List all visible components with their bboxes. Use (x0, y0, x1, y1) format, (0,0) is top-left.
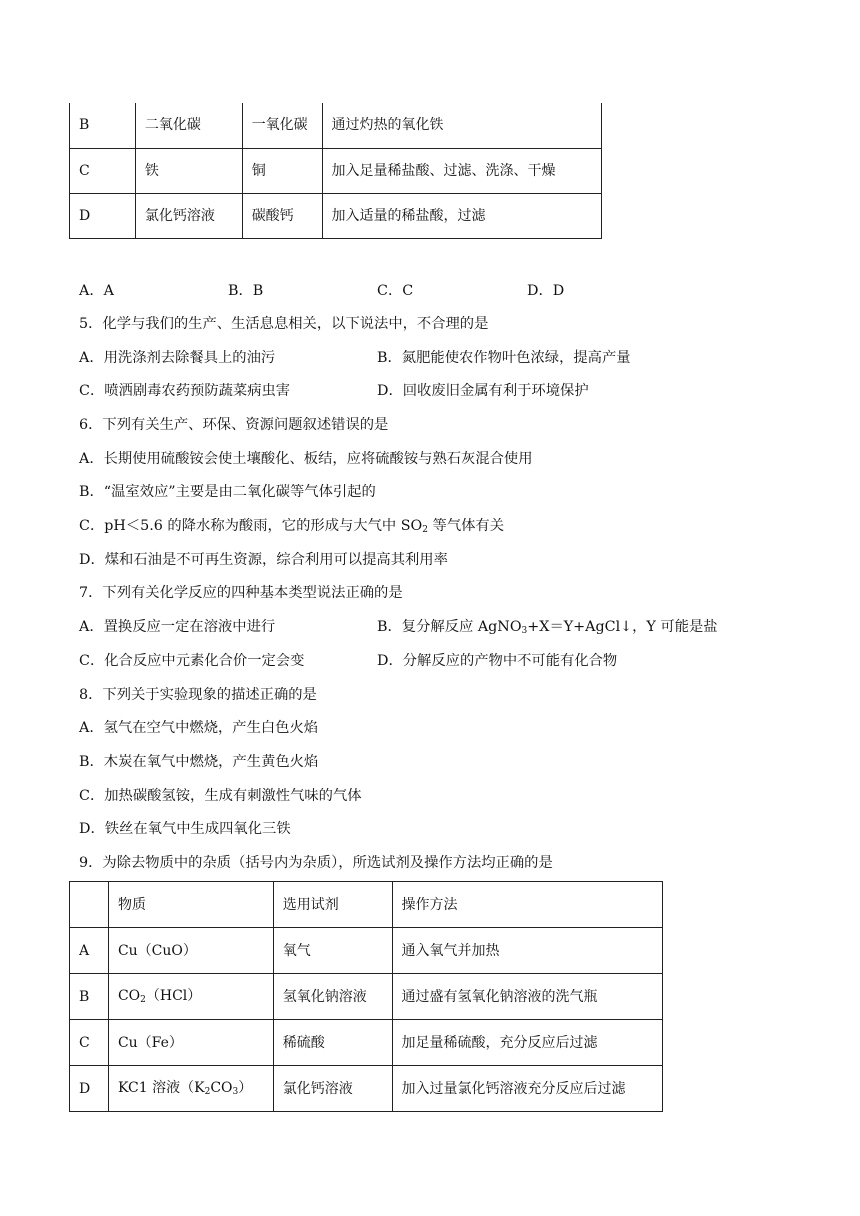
table-row (70, 103, 602, 148)
table-cell: 加足量稀硫酸，充分反应后过滤 (392, 1020, 662, 1066)
table-row (70, 1066, 663, 1112)
table-cell: 通过灼热的氧化铁 (322, 103, 601, 148)
table-header-cell (70, 882, 109, 928)
option-a: A．用洗涤剂去除餐具上的油污 (79, 350, 276, 366)
table-cell (108, 1066, 273, 1112)
cell-text: ） (238, 1079, 253, 1096)
table-cell: A (70, 928, 109, 974)
table-cell: 一氧化碳 (242, 103, 322, 148)
option-a: A．置换反应一定在溶液中进行 (79, 619, 276, 635)
table-cell: 稀硫酸 (273, 1020, 392, 1066)
table-row (70, 193, 602, 238)
question6-option-a: A．长期使用硫酸铵会使土壤酸化、板结，应将硫酸铵与熟石灰混合使用 (79, 451, 533, 467)
table-cell: Cu（CuO） (108, 928, 273, 974)
table-header-cell: 选用试剂 (273, 882, 392, 928)
question7-stem: 7．下列有关化学反应的四种基本类型说法正确的是 (79, 585, 403, 601)
subscript: 3 (232, 1086, 239, 1097)
option-c: C．化合反应中元素化合价一定会变 (79, 653, 305, 669)
question6-stem: 6．下列有关生产、环保、资源问题叙述错误的是 (79, 417, 389, 433)
question8-stem: 8．下列关于实验现象的描述正确的是 (79, 687, 317, 703)
table-cell: C (70, 1020, 109, 1066)
subscript: 2 (422, 525, 428, 535)
table-header-cell: 物质 (108, 882, 273, 928)
table-cell (108, 974, 273, 1020)
option-text: B．复分解反应 AgNO (377, 619, 522, 635)
table-cell: 通入氧气并加热 (392, 928, 662, 974)
table-cell: 通过盛有氢氧化钠溶液的洗气瓶 (392, 974, 662, 1020)
option-a: A．A (79, 283, 114, 299)
option-text: 等气体有关 (427, 518, 505, 534)
table-cell: 加入适量的稀盐酸，过滤 (322, 193, 601, 238)
table-cell: 氯化钙溶液 (273, 1066, 392, 1112)
table-cell: C (70, 148, 136, 193)
table-cell: 铁 (135, 148, 242, 193)
table-cell: 氯化钙溶液 (135, 193, 242, 238)
table-header-row (70, 882, 663, 928)
option-c: C．C (377, 283, 414, 299)
question5-stem: 5．化学与我们的生产、生活息息相关，以下说法中，不合理的是 (79, 316, 489, 332)
question8-option-c: C．加热碳酸氢铵，生成有刺激性气味的气体 (79, 788, 362, 804)
question6-option-b: B．“温室效应”主要是由二氧化碳等气体引起的 (79, 484, 376, 500)
option-b: B．氮肥能使农作物叶色浓绿，提高产量 (377, 350, 631, 366)
question4-table (69, 103, 602, 239)
question8-option-a: A．氢气在空气中燃烧，产生白色火焰 (79, 720, 319, 736)
table-cell: 加入足量稀盐酸、过滤、洗涤、干燥 (322, 148, 601, 193)
table-row (70, 928, 663, 974)
option-text: C．pH＜5.6 的降水称为酸雨，它的形成与大气中 SO (79, 518, 423, 534)
table-cell: B (70, 103, 136, 148)
table-cell: 加入过量氯化钙溶液充分反应后过滤 (392, 1066, 662, 1112)
cell-text: CO (210, 1079, 233, 1096)
table-cell: B (70, 974, 109, 1020)
table-cell: 二氧化碳 (135, 103, 242, 148)
cell-text: CO (117, 987, 141, 1004)
table-row (70, 974, 663, 1020)
cell-text: KC1 溶液（K (117, 1079, 205, 1096)
table-cell: D (70, 1066, 109, 1112)
table-row (70, 1020, 663, 1066)
option-text: +X＝Y+AgCl↓，Y 可能是盐 (527, 619, 718, 635)
table-cell: Cu（Fe） (108, 1020, 273, 1066)
question9-table (69, 881, 663, 1112)
option-d: D．D (527, 283, 565, 299)
question6-option-c (79, 516, 504, 536)
cell-text: （HCl） (145, 987, 202, 1004)
option-d: D．回收废旧金属有利于环境保护 (377, 383, 589, 399)
question6-option-d: D．煤和石油是不可再生资源，综合利用可以提高其利用率 (79, 552, 448, 568)
question9-stem: 9．为除去物质中的杂质（括号内为杂质），所选试剂及操作方法均正确的是 (79, 855, 553, 871)
option-d: D．分解反应的产物中不可能有化合物 (377, 653, 618, 669)
table-row (70, 148, 602, 193)
table-header-cell: 操作方法 (392, 882, 662, 928)
subscript: 2 (140, 994, 146, 1005)
subscript: 3 (521, 626, 528, 636)
table-cell: 碳酸钙 (242, 193, 322, 238)
option-b (377, 617, 718, 641)
table-cell: 氧气 (273, 928, 392, 974)
question8-option-b: B．木炭在氧气中燃烧，产生黄色火焰 (79, 754, 319, 770)
subscript: 2 (204, 1086, 211, 1097)
question8-option-d: D．铁丝在氧气中生成四氧化三铁 (79, 821, 291, 837)
table-cell: 铜 (242, 148, 322, 193)
table-cell: D (70, 193, 136, 238)
option-b: B．B (228, 283, 264, 299)
table-cell: 氢氧化钠溶液 (273, 974, 392, 1020)
option-c: C．喷洒剧毒农药预防蔬菜病虫害 (79, 383, 291, 399)
